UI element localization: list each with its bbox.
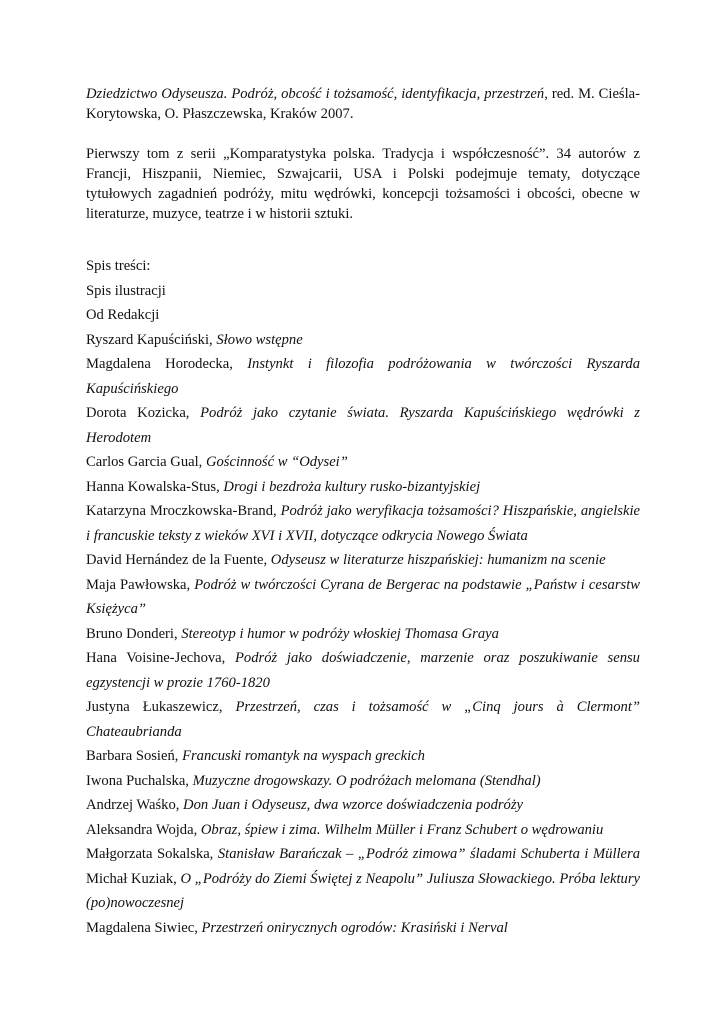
toc-entry: [86, 916, 640, 941]
toc-entry-title: Drogi i bezdroża kultury rusko-bizantyjskiej: [223, 478, 481, 495]
toc-entry-author: Maja Pawłowska,: [86, 576, 195, 593]
toc-entry-author: Barbara Sosień,: [86, 748, 183, 764]
toc-entry: [86, 695, 640, 744]
toc-entry: [86, 279, 640, 304]
toc-entry-title: Francuski romantyk na wyspach greckich: [182, 748, 425, 764]
toc-entry: [86, 793, 640, 818]
toc-heading: Spis treści:: [86, 258, 151, 274]
toc-entry-author: Andrzej Waśko,: [86, 797, 184, 813]
toc-entry-author: Michał Kuziak,: [86, 870, 181, 887]
toc-entry-author: Spis ilustracji: [86, 282, 166, 299]
toc-entry-title: Stanisław Barańczak – „Podróż zimowa” śladami Schuberta i Müllera: [217, 846, 641, 862]
toc-entry-author: Carlos Garcia Gual,: [86, 454, 206, 470]
toc-entry: [86, 744, 640, 769]
citation-title: Dziedzictwo Odyseusza. Podróż, obcość i tożsamość, identyfikacja, przestrzeń: [86, 86, 545, 102]
toc-entry-author: Aleksandra Wojda,: [86, 821, 201, 838]
toc-entry: [86, 450, 640, 475]
toc-entry: [86, 475, 640, 500]
toc-entry-title: O „Podróży do Ziemi Świętej z Neapolu” Juliusza Słowackiego. Próba lektury (po)nowoczesnej: [86, 870, 640, 911]
toc-entry-author: Katarzyna Mroczkowska-Brand,: [86, 503, 281, 519]
description-paragraph: Pierwszy tom z serii „Komparatystyka polska. Tradycja i współczesność”. 34 autorów z Francji, Hiszpanii, Niemiec, Szwajcarii, USA i Polski podejmuje tematy, dotyczące tytułowych zagadnień podróży, mitu wędrówki, koncepcji tożsamości i obcości, obecne w literaturze, muzyce, teatrze i w historii sztuki.: [86, 146, 640, 222]
toc-entry-title: Podróż jako weryfikacja tożsamości? Hiszpańskie, angielskie i francuskie teksty z wieków XVI i XVII, dotyczące odkrycia Nowego Świata: [86, 503, 640, 544]
toc-entry: [86, 352, 640, 401]
toc-entry-author: Magdalena Horodecka,: [86, 356, 248, 372]
toc-entry-author: Dorota Kozicka,: [86, 405, 201, 421]
toc-entry-title: Muzyczne drogowskazy. O podróżach melomana (Stendhal): [192, 772, 541, 789]
toc-entry: [86, 769, 640, 794]
toc-entry: [86, 573, 640, 622]
toc-entry: [86, 646, 640, 695]
toc-entry: [86, 548, 640, 573]
citation: [86, 84, 640, 124]
toc-entry-title: Przestrzeń onirycznych ogrodów: Krasiński i Nerval: [201, 919, 508, 936]
toc-entry-title: Podróż jako czytanie świata. Ryszarda Kapuścińskiego wędrówki z Herodotem: [86, 405, 640, 446]
toc-entry-author: Małgorzata Sokalska,: [86, 846, 218, 862]
toc-entry: [86, 818, 640, 843]
toc-entry-author: Hana Voisine-Jechova,: [86, 650, 236, 666]
toc-entry-author: Iwona Puchalska,: [86, 772, 193, 789]
toc-entry: [86, 303, 640, 328]
toc-entry-author: Hanna Kowalska-Stus,: [86, 478, 224, 495]
toc-entry-author: Justyna Łukaszewicz,: [86, 699, 236, 715]
toc-entry-author: Ryszard Kapuściński,: [86, 331, 217, 348]
table-of-contents: [86, 279, 640, 941]
toc-entry-title: Stereotyp i humor w podróży włoskiej Thomasa Graya: [181, 625, 499, 642]
citation-details: , red. M. Cieśla-Korytowska, O. Płaszczewska, Kraków 2007.: [86, 86, 640, 122]
toc-entry-author: Od Redakcji: [86, 307, 160, 323]
toc-entry-author: Magdalena Siwiec,: [86, 919, 202, 936]
toc-entry-title: Instynkt i filozofia podróżowania w twórczości Ryszarda Kapuścińskiego: [86, 356, 640, 397]
toc-entry: [86, 401, 640, 450]
document-page: [86, 84, 640, 940]
toc-entry: [86, 328, 640, 353]
toc-entry-title: Słowo wstępne: [216, 331, 303, 348]
toc-entry-title: Don Juan i Odyseusz, dwa wzorce doświadczenia podróży: [183, 797, 524, 813]
toc-entry-title: Podróż jako doświadczenie, marzenie oraz poszukiwanie sensu egzystencji w prozie 1760-1820: [86, 650, 640, 691]
toc-entry: [86, 622, 640, 647]
toc-entry-title: Obraz, śpiew i zima. Wilhelm Müller i Franz Schubert o wędrowaniu: [200, 821, 604, 838]
toc-entry: [86, 842, 640, 867]
toc-entry-title: Gościnność w “Odysei”: [205, 454, 348, 470]
toc-entry-title: Podróż w twórczości Cyrana de Bergerac na podstawie „Państw i cesarstw Księżyca”: [86, 576, 640, 617]
toc-entry: [86, 499, 640, 548]
toc-entry-author: David Hernández de la Fuente,: [86, 552, 271, 568]
toc-entry: [86, 867, 640, 916]
toc-entry-title: Przestrzeń, czas i tożsamość w „Cinq jours à Clermont” Chateaubrianda: [86, 699, 640, 740]
toc-entry-author: Bruno Donderi,: [86, 625, 182, 642]
toc-entry-title: Odyseusz w literaturze hiszpańskiej: humanizm na scenie: [270, 552, 606, 568]
